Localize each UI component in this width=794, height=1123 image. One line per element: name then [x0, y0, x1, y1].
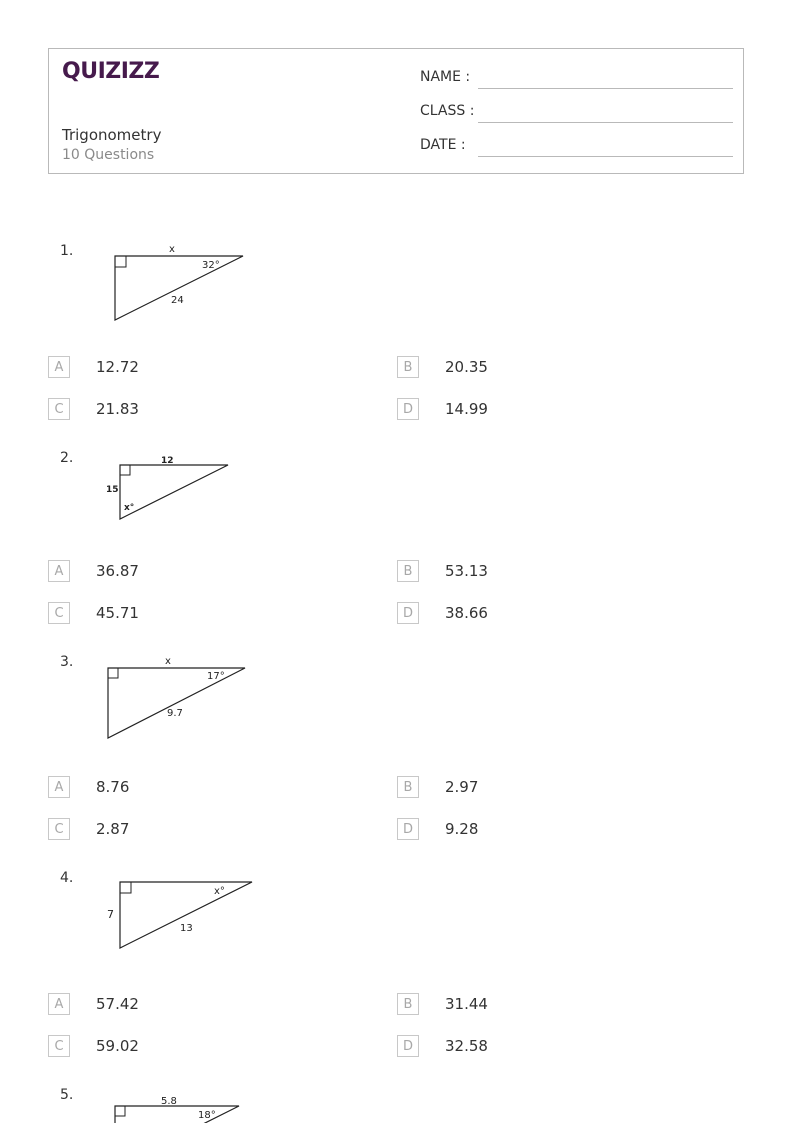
question-number: 1.	[60, 243, 74, 259]
figure-label: 32°	[202, 260, 220, 271]
option-letter: C	[48, 398, 70, 420]
name-label: NAME :	[420, 69, 471, 85]
figure-label: x	[169, 244, 175, 255]
option-value: 59.02	[96, 1037, 139, 1055]
figure-label: 7	[107, 908, 114, 921]
date-label: DATE :	[420, 137, 466, 153]
triangle-shape	[115, 256, 243, 320]
figure-label: 15	[106, 485, 119, 495]
right-angle-mark	[115, 256, 126, 267]
option-letter: B	[397, 560, 419, 582]
option-value: 2.87	[96, 820, 130, 838]
question-number: 3.	[60, 654, 74, 670]
triangle-figure	[95, 652, 260, 752]
option-letter: A	[48, 560, 70, 582]
right-angle-mark	[120, 882, 131, 893]
question-number: 4.	[60, 870, 74, 886]
worksheet-header	[48, 48, 744, 174]
figure-label: 17°	[207, 671, 225, 682]
right-angle-mark	[120, 465, 130, 475]
figure-label: 9.7	[167, 708, 183, 719]
option-value: 36.87	[96, 562, 139, 580]
option-letter: D	[397, 818, 419, 840]
figure-label: x°	[214, 886, 225, 897]
option-value: 31.44	[445, 995, 488, 1013]
option-value: 8.76	[96, 778, 130, 796]
name-field	[420, 69, 733, 91]
date-line	[478, 156, 733, 157]
option-value: 53.13	[445, 562, 488, 580]
option-value: 2.97	[445, 778, 479, 796]
class-field	[420, 103, 733, 125]
option-letter: B	[397, 356, 419, 378]
option-letter: A	[48, 776, 70, 798]
triangle-figure	[95, 1090, 255, 1123]
question-number: 5.	[60, 1087, 74, 1103]
date-field	[420, 137, 733, 159]
option-value: 20.35	[445, 358, 488, 376]
question-number: 2.	[60, 450, 74, 466]
option-letter: A	[48, 356, 70, 378]
question-count: 10 Questions	[62, 147, 155, 163]
option-letter: D	[397, 602, 419, 624]
option-letter: C	[48, 1035, 70, 1057]
option-value: 12.72	[96, 358, 139, 376]
figure-label: 12	[161, 456, 174, 466]
quizizz-logo: QUIZIZZ	[62, 59, 160, 84]
figure-label: x	[165, 656, 171, 667]
option-letter: B	[397, 776, 419, 798]
triangle-shape	[120, 465, 228, 519]
option-letter: D	[397, 398, 419, 420]
option-value: 14.99	[445, 400, 488, 418]
figure-label: 13	[180, 923, 193, 934]
triangle-figure	[95, 238, 255, 328]
right-angle-mark	[108, 668, 118, 678]
triangle-shape	[120, 882, 252, 948]
option-value: 57.42	[96, 995, 139, 1013]
right-angle-mark	[115, 1106, 125, 1116]
class-line	[478, 122, 733, 123]
figure-label: 18°	[198, 1110, 216, 1121]
option-value: 21.83	[96, 400, 139, 418]
figure-label: 24	[171, 295, 184, 306]
figure-label: x°	[124, 503, 135, 513]
triangle-figure	[95, 868, 260, 968]
option-letter: D	[397, 1035, 419, 1057]
option-value: 45.71	[96, 604, 139, 622]
name-line	[478, 88, 733, 89]
option-value: 9.28	[445, 820, 479, 838]
option-letter: A	[48, 993, 70, 1015]
triangle-shape	[115, 1106, 239, 1123]
option-value: 32.58	[445, 1037, 488, 1055]
option-letter: C	[48, 602, 70, 624]
option-letter: B	[397, 993, 419, 1015]
option-value: 38.66	[445, 604, 488, 622]
triangle-figure	[95, 450, 245, 530]
option-letter: C	[48, 818, 70, 840]
class-label: CLASS :	[420, 103, 475, 119]
figure-label: 5.8	[161, 1096, 177, 1107]
worksheet-title: Trigonometry	[62, 126, 162, 144]
